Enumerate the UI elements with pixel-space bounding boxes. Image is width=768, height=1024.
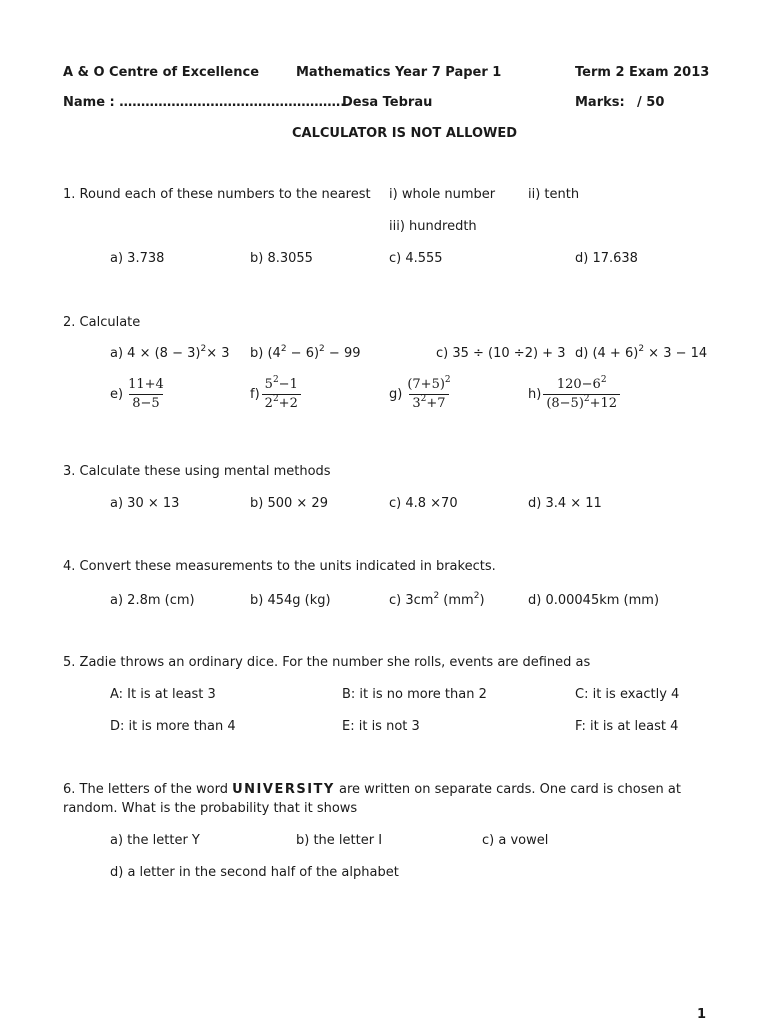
q1-option-iii: iii) hundredth bbox=[389, 219, 477, 234]
fraction: $\frac{11+4}{8-5}$ bbox=[128, 377, 164, 411]
q6-part-c: c) a vowel bbox=[482, 833, 549, 848]
q1-part-d: d) 17.638 bbox=[575, 251, 638, 266]
q1-part-c: c) 4.555 bbox=[389, 251, 443, 266]
school-name: A & O Centre of Excellence bbox=[63, 65, 260, 80]
q2-part-e: e) $\frac{11+4}{8-5}$ bbox=[110, 377, 167, 412]
marks-total: / 50 bbox=[637, 95, 665, 110]
name-line: Name : ……………………………………………. bbox=[63, 95, 346, 110]
q1-option-ii: ii) tenth bbox=[528, 187, 580, 202]
q1-part-a: a) 3.738 bbox=[110, 251, 165, 266]
q1-part-b: b) 8.3055 bbox=[250, 251, 313, 266]
q4-stem: 4. Convert these measurements to the units indicated in brakects. bbox=[63, 559, 496, 574]
q5-event-b: B: it is no more than 2 bbox=[342, 687, 487, 702]
q6-keyword: UNIVERSITY bbox=[232, 782, 335, 797]
term-label: Term 2 Exam 2013 bbox=[575, 65, 710, 80]
q3-part-d: d) 3.4 × 11 bbox=[528, 496, 602, 511]
q2-part-c: c) 35 ÷ (10 ÷2) + 3 bbox=[436, 346, 566, 361]
q5-stem: 5. Zadie throws an ordinary dice. For the number she rolls, events are defined as bbox=[63, 655, 591, 670]
q2-part-b: b) $(4^2 - 6)^2 - 99$ bbox=[250, 344, 361, 361]
subject-title: Mathematics Year 7 Paper 1 bbox=[296, 65, 502, 80]
q4-part-d: d) 0.00045km (mm) bbox=[528, 593, 660, 608]
page-number: 1 bbox=[697, 1007, 707, 1022]
calculator-notice: CALCULATOR IS NOT ALLOWED bbox=[292, 126, 518, 141]
q1-option-i: i) whole number bbox=[389, 187, 496, 202]
q6-part-d: d) a letter in the second half of the alphabet bbox=[110, 865, 399, 880]
q5-event-d: D: it is more than 4 bbox=[110, 719, 236, 734]
q6-stem-line2: random. What is the probability that it shows bbox=[63, 801, 358, 816]
fraction: $\frac{120-6^2}{(8-5)^2+12}$ bbox=[543, 377, 620, 412]
q6-part-b: b) the letter I bbox=[296, 833, 383, 848]
q3-stem: 3. Calculate these using mental methods bbox=[63, 464, 331, 479]
q3-part-a: a) 30 × 13 bbox=[110, 496, 180, 511]
q5-event-c: C: it is exactly 4 bbox=[575, 687, 680, 702]
q5-event-e: E: it is not 3 bbox=[342, 719, 420, 734]
location-label: Desa Tebrau bbox=[342, 95, 433, 110]
q3-part-c: c) 4.8 ×70 bbox=[389, 496, 458, 511]
q4-part-a: a) 2.8m (cm) bbox=[110, 593, 195, 608]
q2-part-h: h) $\frac{120-6^2}{(8-5)^2+12}$ bbox=[528, 377, 620, 412]
q1-stem: 1. Round each of these numbers to the nearest bbox=[63, 187, 371, 202]
q2-stem: 2. Calculate bbox=[63, 315, 141, 330]
marks-label: Marks: bbox=[575, 95, 625, 110]
q2-part-f: f) $\frac{5^2-1}{2^2+2}$ bbox=[250, 377, 301, 412]
q4-part-b: b) 454g (kg) bbox=[250, 593, 331, 608]
q4-part-c: c) $3cm^2$ $(mm^2)$ bbox=[389, 591, 485, 608]
q3-part-b: b) 500 × 29 bbox=[250, 496, 328, 511]
q2-part-g: g) $\frac{(7+5)^2}{3^2+7}$ bbox=[389, 377, 454, 412]
q5-event-f: F: it is at least 4 bbox=[575, 719, 679, 734]
q6-stem-line1: 6. The letters of the word UNIVERSITY are written on separate cards. One card is chosen at bbox=[63, 782, 681, 797]
q2-part-d: d) $(4 + 6)^2 \times 3 - 14$ bbox=[575, 344, 708, 361]
fraction: $\frac{5^2-1}{2^2+2}$ bbox=[262, 377, 301, 412]
q5-event-a: A: It is at least 3 bbox=[110, 687, 216, 702]
q6-part-a: a) the letter Y bbox=[110, 833, 200, 848]
q2-part-a: a) $4 \times (8 - 3)^2\times 3$ bbox=[110, 344, 230, 361]
fraction: $\frac{(7+5)^2}{3^2+7}$ bbox=[407, 375, 451, 411]
